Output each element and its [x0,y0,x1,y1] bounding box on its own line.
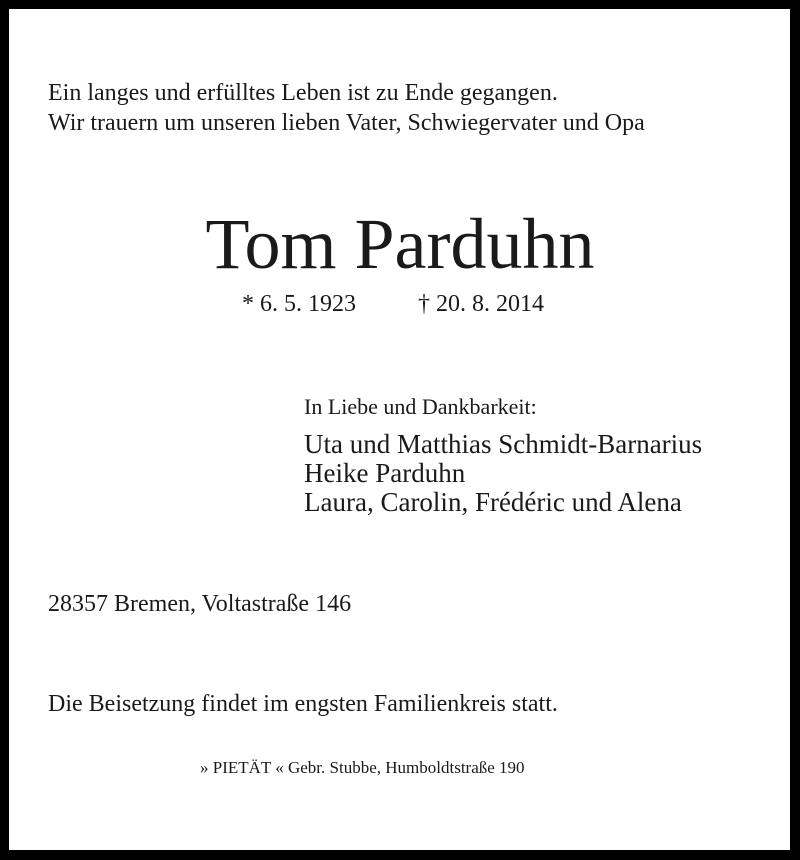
burial-notice: Die Beisetzung findet im engsten Familienkreis statt. [48,691,558,717]
birth-date: * 6. 5. 1923 [242,291,356,317]
family-member: Laura, Carolin, Frédéric und Alena [304,487,682,517]
funeral-home: » PIETÄT « Gebr. Stubbe, Humboldtstraße 190 [200,758,525,777]
family-list [304,430,702,517]
intro-line: Ein langes und erfülltes Leben ist zu Ende gegangen. [48,80,558,106]
family-member: Uta und Matthias Schmidt-Barnarius [304,429,703,459]
intro-text [48,78,645,138]
intro-line: Wir trauern um unseren lieben Vater, Schwiegervater und Opa [48,110,645,136]
family-member: Heike Parduhn [304,458,466,488]
address: 28357 Bremen, Voltastraße 146 [48,591,352,617]
deceased-name: Tom Parduhn [205,204,595,284]
dedication-line: In Liebe und Dankbarkeit: [304,394,537,419]
death-date: † 20. 8. 2014 [418,291,544,317]
